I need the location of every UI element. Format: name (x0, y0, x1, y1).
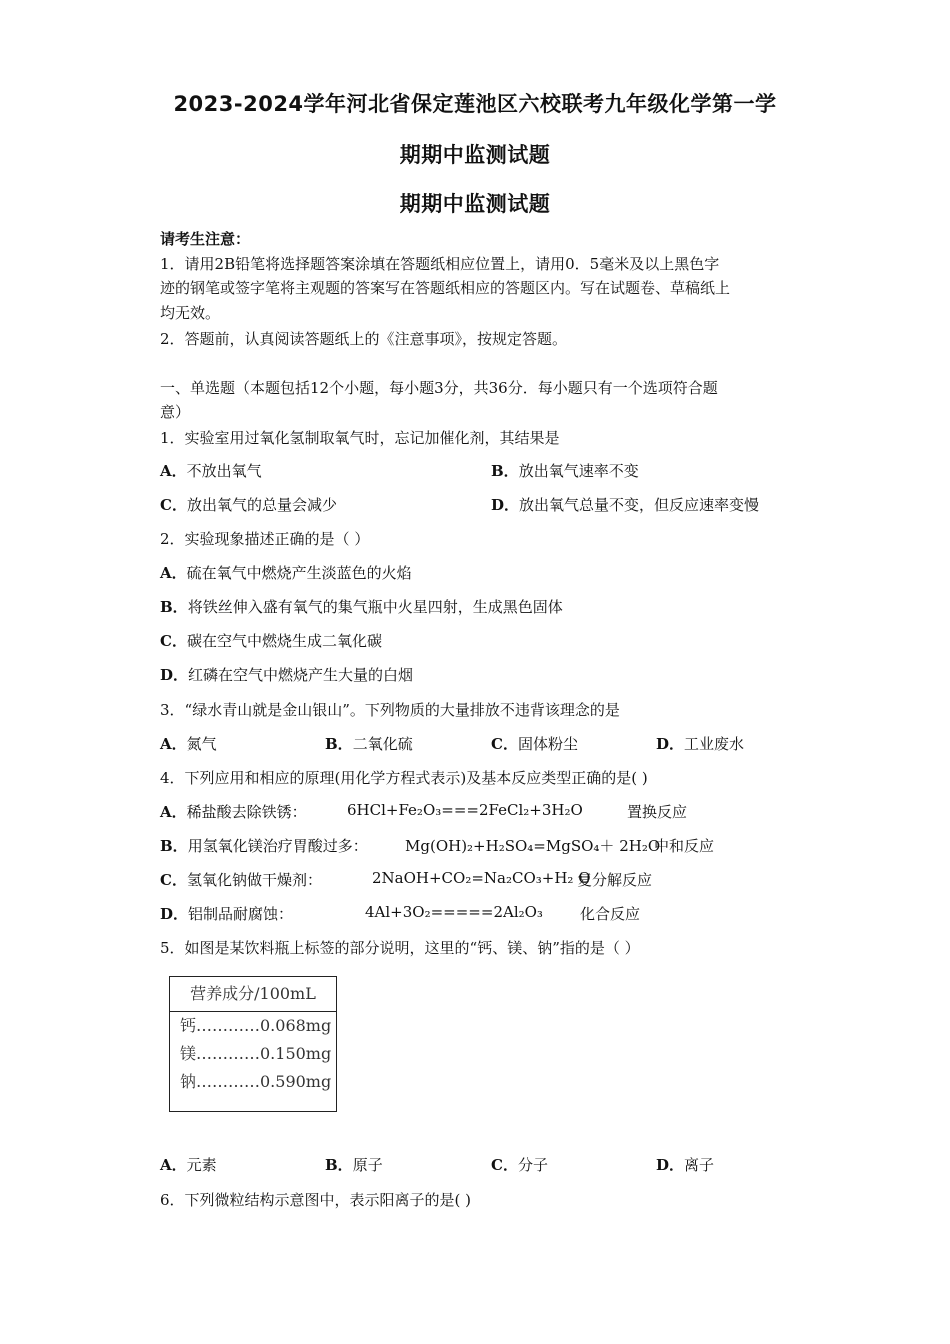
notice-item-1-line-3: 均无效。 (160, 304, 221, 322)
question-6-stem: 6．下列微粒结构示意图中，表示阳离子的是( ) (160, 1191, 472, 1209)
q4-option-c-equation: 2NaOH+CO₂=Na₂CO₃+H₂ O (372, 869, 591, 887)
nutrition-label-header: 营养成分/100mL (170, 977, 336, 1012)
notice-item-2: 2．答题前，认真阅读答题纸上的《注意事项》，按规定答题。 (160, 330, 568, 348)
q3-option-c: C．固体粉尘 (491, 735, 578, 753)
q4-option-d-type: 化合反应 (580, 905, 641, 923)
q4-option-d: D．铝制品耐腐蚀： (160, 905, 294, 923)
q4-option-d-equation: 4Al+3O₂=====2Al₂O₃ (365, 903, 543, 921)
nutrition-label (169, 976, 337, 1112)
section-heading-line-1: 一、单选题（本题包括12个小题，每小题3分，共36分．每小题只有一个选项符合题 (160, 379, 718, 397)
q2-option-b: B．将铁丝伸入盛有氧气的集气瓶中火星四射，生成黑色固体 (160, 598, 563, 616)
q1-option-c: C．放出氧气的总量会减少 (160, 496, 337, 514)
q1-option-a: A．不放出氧气 (160, 462, 262, 480)
nutrition-row-magnesium: 镁…………0.150mg (180, 1044, 332, 1063)
nutrition-row-sodium: 钠…………0.590mg (180, 1072, 332, 1091)
q2-option-a: A．硫在氧气中燃烧产生淡蓝色的火焰 (160, 564, 412, 582)
exam-title-line-2: 期期中监测试题 (399, 143, 551, 167)
exam-title-line-3: 期期中监测试题 (399, 192, 551, 216)
q3-option-d: D．工业废水 (656, 735, 745, 753)
q4-option-c-type: 复分解反应 (577, 871, 653, 889)
q5-option-a: A．元素 (160, 1156, 217, 1174)
q1-option-b: B．放出氧气速率不变 (491, 462, 639, 480)
question-1-stem: 1．实验室用过氧化氢制取氧气时，忘记加催化剂，其结果是 (160, 429, 560, 447)
notice-item-1-line-1: 1．请用2B铅笔将选择题答案涂填在答题纸相应位置上，请用0．5毫米及以上黑色字 (160, 255, 720, 273)
q1-option-d: D．放出氧气总量不变，但反应速率变慢 (491, 496, 760, 514)
q4-option-a-type: 置换反应 (627, 803, 688, 821)
q4-option-b: B．用氢氧化镁治疗胃酸过多： (160, 837, 368, 855)
q4-option-a: A．稀盐酸去除铁锈： (160, 803, 307, 821)
q5-option-d: D．离子 (656, 1156, 715, 1174)
q3-option-b: B．二氧化硫 (325, 735, 413, 753)
q4-option-b-type: 中和反应 (654, 837, 715, 855)
question-5-stem: 5．如图是某饮料瓶上标签的部分说明，这里的“钙、镁、钠”指的是（ ） (160, 939, 640, 957)
q5-option-c: C．分子 (491, 1156, 548, 1174)
q4-option-a-equation: 6HCl+Fe₂O₃===2FeCl₂+3H₂O (347, 801, 583, 819)
q2-option-d: D．红磷在空气中燃烧产生大量的白烟 (160, 666, 414, 684)
section-heading-line-2: 意） (160, 403, 191, 421)
exam-title-line-1: 2023-2024学年河北省保定莲池区六校联考九年级化学第一学 (173, 92, 777, 116)
notice-heading: 请考生注意： (160, 230, 251, 248)
q2-option-c: C．碳在空气中燃烧生成二氧化碳 (160, 632, 382, 650)
question-2-stem: 2．实验现象描述正确的是（ ） (160, 530, 370, 548)
q4-option-b-equation: Mg(OH)₂+H₂SO₄=MgSO₄＋ 2H₂O (405, 837, 661, 855)
question-4-stem: 4．下列应用和相应的原理(用化学方程式表示)及基本反应类型正确的是( ) (160, 769, 648, 787)
notice-item-1-line-2: 迹的钢笔或签字笔将主观题的答案写在答题纸相应的答题区内。写在试题卷、草稿纸上 (160, 279, 731, 297)
question-3-stem: 3．“绿水青山就是金山银山”。下列物质的大量排放不违背该理念的是 (160, 701, 620, 719)
nutrition-row-calcium: 钙…………0.068mg (180, 1016, 332, 1035)
q4-option-c: C．氢氧化钠做干燥剂： (160, 871, 322, 889)
q3-option-a: A．氮气 (160, 735, 217, 753)
q5-option-b: B．原子 (325, 1156, 383, 1174)
